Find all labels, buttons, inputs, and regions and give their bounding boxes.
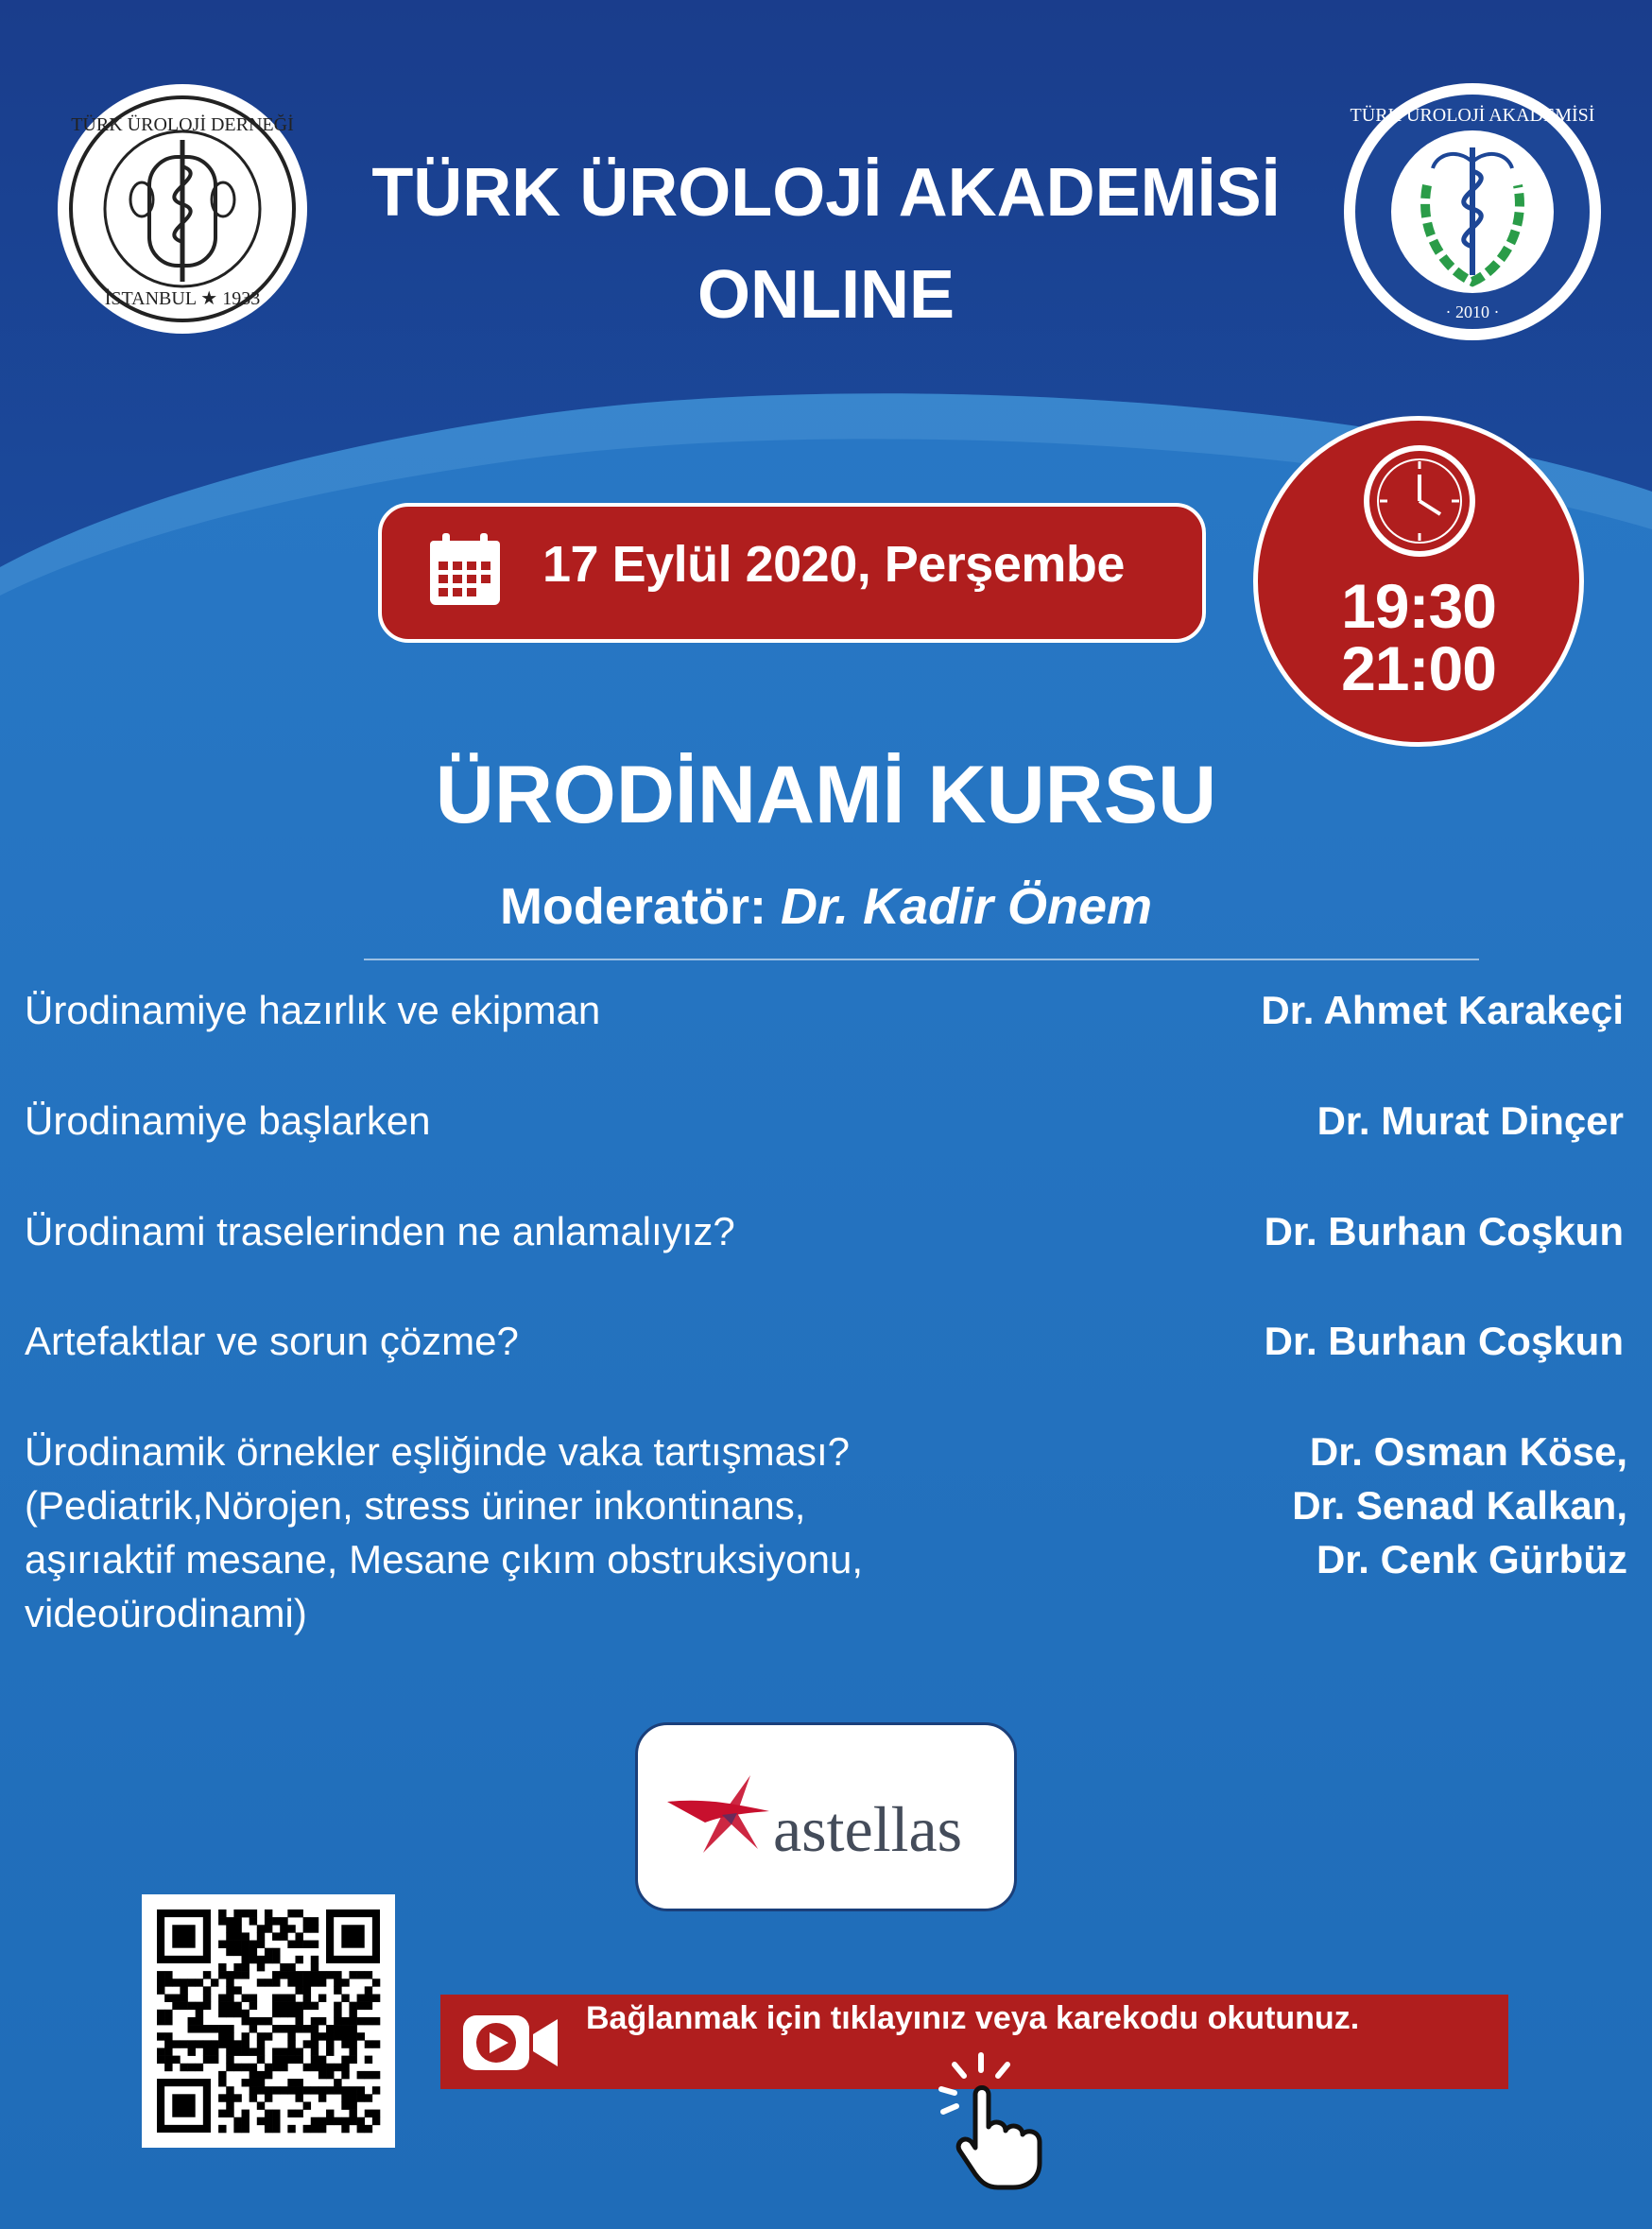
astellas-star-icon	[667, 1766, 781, 1860]
program-speaker: Dr. Burhan Coşkun	[1264, 1209, 1624, 1253]
clock-icon	[1363, 444, 1476, 558]
moderator-name: Dr. Kadir Önem	[780, 878, 1153, 935]
program-topic: Ürodinamiye başlarken	[25, 1098, 431, 1143]
calendar-icon	[427, 531, 503, 609]
sponsor-name: astellas	[773, 1793, 963, 1865]
header-title	[284, 142, 1368, 346]
program-speakers-multiline	[1292, 1425, 1627, 1586]
video-camera-icon	[459, 2006, 563, 2080]
qr-code-image	[142, 1894, 395, 2148]
title-line-2: ONLINE	[697, 257, 955, 333]
turk-uroloji-akademisi-logo	[1342, 81, 1603, 342]
speaker-line: Dr. Cenk Gürbüz	[1316, 1537, 1627, 1581]
program-topic: Ürodinamiye hazırlık ve ekipman	[25, 988, 601, 1032]
time-end: 21:00	[1341, 633, 1496, 703]
moderator-line	[0, 877, 1652, 936]
program-speaker: Dr. Ahmet Karakeçi	[1261, 988, 1624, 1032]
speaker-line: Dr. Osman Köse,	[1309, 1429, 1627, 1474]
divider	[364, 959, 1479, 960]
svg-text:· 2010 ·: · 2010 ·	[1445, 302, 1500, 321]
svg-text:İSTANBUL ★ 1933: İSTANBUL ★ 1933	[104, 288, 261, 309]
time-start: 19:30	[1341, 571, 1496, 641]
svg-text:TÜRK ÜROLOJİ DERNEĞİ: TÜRK ÜROLOJİ DERNEĞİ	[71, 114, 294, 135]
title-line-1: TÜRK ÜROLOJİ AKADEMİSİ	[371, 155, 1281, 231]
qr-code[interactable]	[142, 1894, 395, 2148]
topic-line: videoürodinami)	[25, 1591, 307, 1635]
speaker-line: Dr. Senad Kalkan,	[1292, 1483, 1627, 1528]
topic-line: (Pediatrik,Nörojen, stress üriner inkontinans,	[25, 1483, 806, 1528]
event-date: 17 Eylül 2020, Perşembe	[542, 536, 1125, 593]
course-title: ÜRODİNAMİ KURSU	[435, 750, 1217, 840]
topic-line: aşırıaktif mesane, Mesane çıkım obstruksiyonu,	[25, 1537, 864, 1581]
program-topic-multiline	[25, 1425, 863, 1640]
turk-uroloji-dernegi-logo	[55, 81, 310, 337]
program-speaker: Dr. Murat Dinçer	[1316, 1098, 1624, 1143]
pointer-hand-icon	[926, 2049, 1077, 2191]
topic-line: Ürodinamik örnekler eşliğinde vaka tartışması?	[25, 1429, 851, 1474]
connect-text[interactable]: Bağlanmak için tıklayınız veya karekodu okutunuz.	[586, 2000, 1360, 2036]
moderator-label: Moderatör:	[499, 878, 766, 935]
program-speaker: Dr. Burhan Coşkun	[1264, 1319, 1624, 1363]
svg-text:TÜRK ÜROLOJİ AKADEMİSİ: TÜRK ÜROLOJİ AKADEMİSİ	[1350, 105, 1595, 126]
program-topic: Ürodinami traselerinden ne anlamalıyız?	[25, 1209, 735, 1253]
program-topic: Artefaktlar ve sorun çözme?	[25, 1319, 519, 1363]
